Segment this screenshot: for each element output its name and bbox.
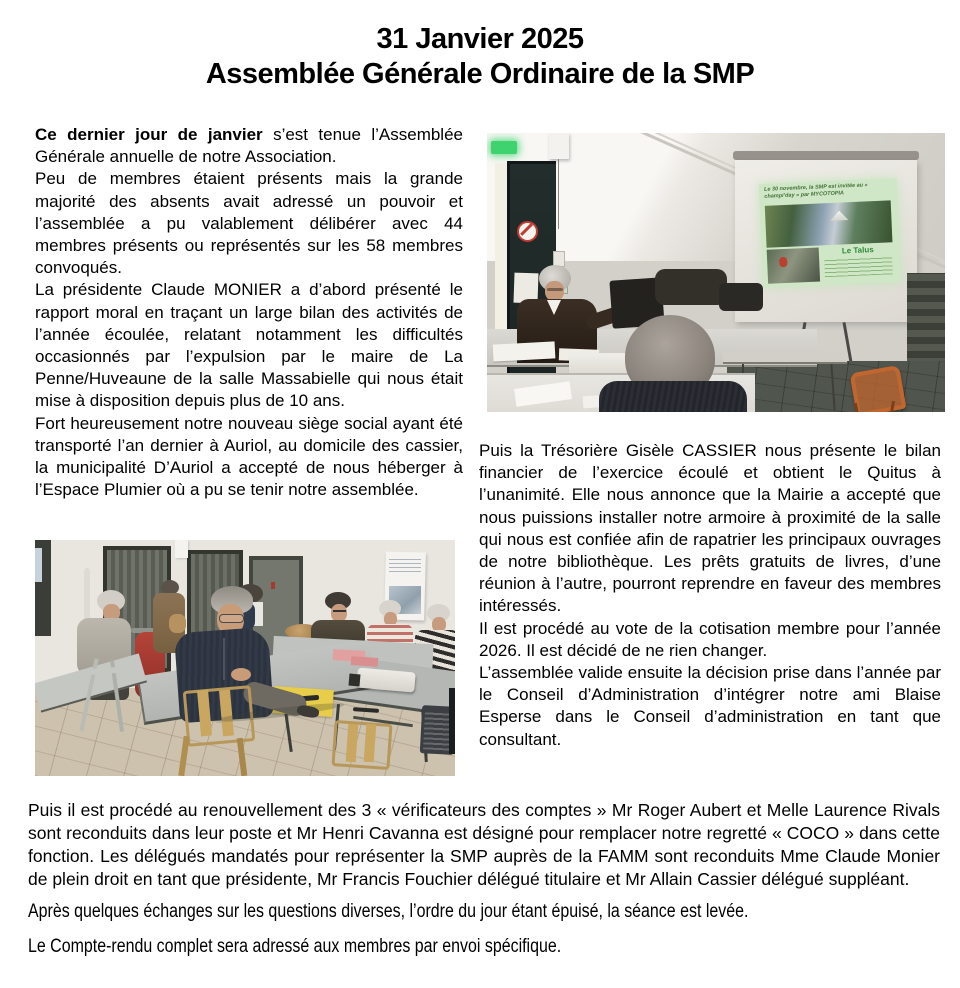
bag xyxy=(655,269,727,305)
bottom-paragraph: Puis il est procédé au renouvellement des 3 « vérificateurs des comptes » Mr Roger Aubert et Melle Laurence Rivals sont reconduits dans leur poste et Mr Henri Cavanna est désigné pour remplacer notre regretté « COCO » dans cette fonction. Les délégués mandatés pour représenter la SMP auprès de la FAMM sont reconduits Mme Claude Monier de plein droit en tant que présidente, Mr Francis Fouchier délégué titulaire et Mr Allain Cassier délégué suppléant. xyxy=(28,800,940,889)
presenter-face xyxy=(545,281,564,301)
wall-box xyxy=(549,133,569,159)
photo-presentation xyxy=(487,133,945,412)
left-poster-sliver xyxy=(35,548,42,582)
slide-photo-red-figure xyxy=(779,257,787,267)
title-subject: Assemblée Générale Ordinaire de la SMP xyxy=(205,58,755,90)
poster-text-lines xyxy=(389,558,421,572)
screen-top-bar xyxy=(733,151,919,160)
bottom-line-compte-rendu: Le Compte-rendu complet sera adressé aux membres par envoi spécifique. xyxy=(28,936,562,957)
bottom-line-questions: Après quelques échanges sur les questions diverses, l’ordre du jour étant épuisé, la séance est levée. xyxy=(28,901,749,922)
presenter-glasses xyxy=(547,288,563,291)
door-sign xyxy=(271,582,275,589)
front-man-hands xyxy=(231,668,251,681)
paragraph: L’assemblée valide ensuite la décision prise dans l’année par le Conseil d’Administration d’intégrer notre ami Blaise Esperse dans le Conseil d’administration en tant que consultant. xyxy=(479,663,941,749)
slide-photo-people xyxy=(767,248,820,284)
pink-folder xyxy=(351,656,379,667)
paragraph: Il est procédé au vote de la cotisation membre pour l’année 2026. Il est décidé de ne rien changer. xyxy=(479,618,941,660)
orange-chair xyxy=(850,365,907,412)
paragraph: Puis la Trésorière Gisèle CASSIER nous présente le bilan financier de l’exercice écoulé et obtient le Quitus à l’unanimité. Elle nous annonce que la Mairie a accepté que nous puissions installer notre armoire à proximité de la salle qui nous est confiée afin de rapatrier les principaux ouvrages de notre bibliothèque. Les prêts gratuits de livres, d’une réunion à l’autre, pourront reprendre en faveur des membres intéressés. xyxy=(479,441,941,616)
paragraph: Fort heureusement notre nouveau siège social ayant été transporté l’an dernier à Auriol, au domicile des cassier, la municipalité D’Auriol a accepté de nous héberger à l’Espace Plumier où a pu se tenir notre assemblée. xyxy=(35,413,463,500)
slide xyxy=(759,178,901,288)
floor-tiles xyxy=(727,361,945,412)
slide-small-text-lines xyxy=(824,256,893,277)
paragraph-lead-bold: Ce dernier jour de janvier xyxy=(35,125,263,144)
no-smoking-sign xyxy=(517,221,538,242)
laptop-screen-edge xyxy=(449,688,455,754)
wall-vent xyxy=(175,540,188,558)
foreground-man-shoulders xyxy=(599,381,747,412)
slide-label: Le Talus xyxy=(841,245,874,256)
wooden-chair-frame xyxy=(331,720,392,770)
photo-meeting-room xyxy=(35,540,455,776)
right-column xyxy=(479,440,941,751)
table-side xyxy=(723,351,847,364)
wall-cable xyxy=(558,159,559,229)
title-date: 31 Janvier 2025 xyxy=(376,23,584,55)
bag-small xyxy=(719,283,763,311)
person-glasses xyxy=(333,610,346,612)
paragraph-text: s’est tenue l’Assemblée Générale annuelle de notre Association. xyxy=(35,125,463,167)
paragraph: La présidente Claude MONIER a d’abord présenté le rapport moral en traçant un large bilan des activités de l’année écoulée, relatant notamment les difficultés occasionnés par l’expulsion par le maire de La Penne/Huveaune de la salle Massabielle qui nous était mise à disposition depuis plus de 10 ans. xyxy=(35,280,463,411)
page-title xyxy=(0,22,960,92)
front-man-zipper xyxy=(223,638,225,680)
open-book xyxy=(493,341,556,361)
stacked-chairs xyxy=(907,273,945,365)
exit-sign xyxy=(491,141,517,154)
paragraph: Peu de membres étaient présents mais la grande majorité des absents avait adressé un pouvoir et l’assemblée a pu valablement délibérer avec 44 membres présents ou représentés sur les 58 membres convoqués. xyxy=(35,169,463,278)
slide-photo-terrace xyxy=(765,200,893,247)
left-column xyxy=(35,124,463,501)
front-man-glasses xyxy=(219,614,244,623)
standing-woman-bag xyxy=(169,614,186,633)
projector-rear xyxy=(348,674,360,687)
paragraph xyxy=(35,124,463,168)
slide-heading: Le 30 novembre, la SMP est invitée au « champi’day » par MYCOTOPIA xyxy=(763,182,868,200)
